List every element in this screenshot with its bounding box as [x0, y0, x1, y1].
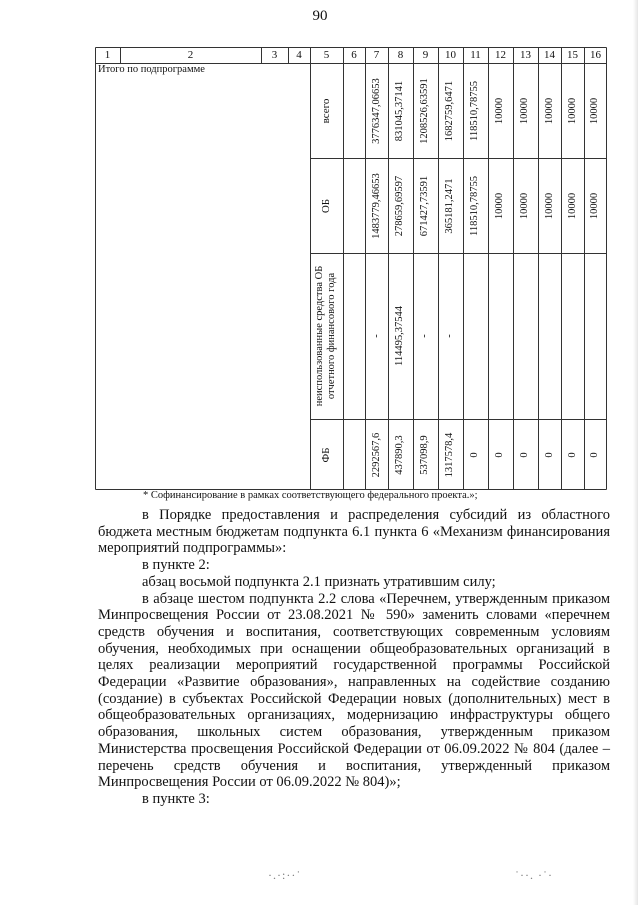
table-cell: 0 [519, 452, 530, 458]
table-cell: 10000 [567, 97, 578, 125]
column-header: 12 [495, 49, 506, 61]
paragraph: в Порядке предоставления и распределения субсидий из областного бюджета местным бюджетам подпункта 6.1 пункта 6 «Механизм финансирования мероприятий подпрограммы»: [98, 507, 610, 557]
column-header: 8 [397, 49, 404, 61]
footnote: * Софинансирование в рамках соответствующего федерального проекта.»; [143, 490, 478, 501]
table-cell: 118510,78755 [469, 176, 480, 236]
scan-noise: ˙··. ·˙· [515, 868, 553, 882]
table-cell: 831045,37141 [394, 80, 405, 142]
table-cell: 10000 [589, 97, 600, 125]
table-cell: 537098,9 [419, 435, 430, 475]
table-cell: 365181,2471 [444, 178, 455, 234]
column-header: 2 [187, 49, 194, 61]
table-cell: 10000 [519, 192, 530, 220]
table-cell: 10000 [544, 192, 555, 220]
table-cell: 671427,73591 [419, 175, 430, 237]
table-cell: 1208526,63591 [419, 78, 430, 144]
row-title: Итого по подпрограмме [98, 64, 205, 75]
column-header: 15 [567, 49, 578, 61]
table-cell: 3776347,06653 [371, 78, 382, 144]
table-cell: 10000 [494, 192, 505, 220]
section-label-total: всего [320, 98, 332, 124]
table-cell: 10000 [567, 192, 578, 220]
column-header: 1 [104, 49, 111, 61]
table-cell: 278659,69597 [394, 175, 405, 237]
paragraph: в пункте 3: [142, 790, 210, 807]
table-cell: - [444, 334, 455, 338]
scan-noise: ·.·:··˙ [268, 868, 302, 882]
table-cell: 0 [567, 452, 578, 458]
table-cell: 1483779,46653 [371, 173, 382, 239]
document-body [98, 507, 610, 808]
table-cell: 10000 [589, 192, 600, 220]
section-label-federal-budget: ФБ [320, 447, 332, 463]
column-header: 11 [470, 49, 481, 61]
table-cell: 1682759,6471 [444, 80, 455, 142]
table-cell: - [419, 334, 430, 338]
column-header: 13 [520, 49, 531, 61]
label-line: отчетного финансового года [326, 272, 337, 400]
column-header: 10 [445, 49, 456, 61]
table-cell: 10000 [494, 97, 505, 125]
column-header: 4 [296, 49, 302, 61]
column-header: 3 [271, 49, 278, 61]
column-header: 14 [544, 49, 555, 61]
page-number: 90 [312, 8, 328, 24]
table-cell: 118510,78755 [469, 81, 480, 141]
table-cell: 0 [469, 452, 480, 458]
table-cell: 10000 [544, 97, 555, 125]
column-header: 6 [351, 49, 357, 61]
table-cell: 2292567,6 [371, 432, 382, 478]
paragraph: в абзаце шестом подпункта 2.2 слова «Перечнем, утвержденным приказом Минпросвещения России от 23.08.2021 № 590» заменить словами «перечнем средств обучения и воспитания, соответствующих современным условиям обучения, необходимых при оснащении общеобразовательных организаций в целях реализации мероприятий государственной программы Российской Федерации «Развитие образования», направленных на содействие созданию (создание) в субъектах Российской Федерации новых (дополнительных) мест в общеобразовательных организациях, модернизацию инфраструктуры общего образования, школьных систем образования, утвержденным приказом Министерства просвещения Российской Федерации от 06.09.2022 № 804 (далее – перечень средств обучения и воспитания, утвержденный приказом Минпросвещения России от 06.09.2022 № 804)»; [98, 590, 610, 791]
table-cell: 114495,37544 [394, 306, 405, 366]
table-cell: 0 [589, 452, 600, 458]
table-cell: - [371, 334, 382, 338]
section-label-unused-funds [314, 266, 338, 406]
paragraph: абзац восьмой подпункта 2.1 признать утратившим силу; [142, 573, 496, 590]
paragraph: в пункте 2: [142, 557, 210, 574]
subprogram-financing-table [95, 47, 607, 490]
table-cell: 1317578,4 [444, 432, 455, 478]
column-header: 9 [422, 49, 429, 61]
section-label-regional-budget: ОБ [320, 198, 332, 214]
table-cell: 10000 [519, 97, 530, 125]
table-cell: 0 [494, 452, 505, 458]
table-cell: 437890,3 [394, 435, 405, 475]
scan-edge [633, 0, 638, 905]
table-cell: 0 [544, 452, 555, 458]
label-line: неиспользованные средства ОБ [314, 265, 325, 407]
column-header: 16 [590, 49, 601, 61]
column-header: 5 [323, 49, 330, 61]
column-header: 7 [373, 49, 380, 61]
